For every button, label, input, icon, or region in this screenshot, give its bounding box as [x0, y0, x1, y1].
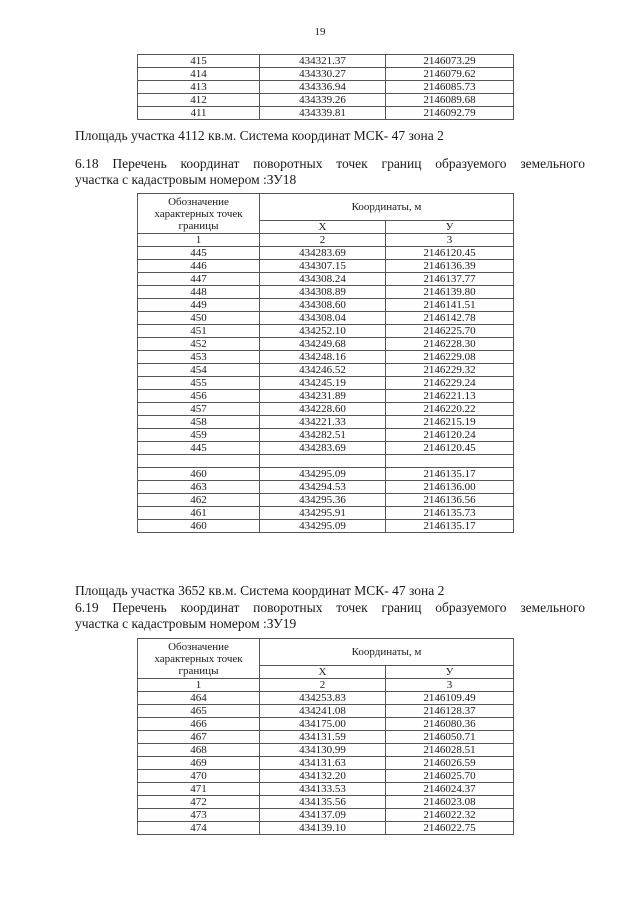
point-number-cell: 466 [138, 718, 260, 731]
y-coordinate-cell: 2146092.79 [386, 107, 514, 120]
table-row [138, 809, 514, 822]
y-coordinate-cell: 2146229.32 [386, 364, 514, 377]
table-row [138, 260, 514, 273]
point-number-cell: 463 [138, 481, 260, 494]
x-coordinate-cell: 434283.69 [260, 247, 386, 260]
x-coordinate-cell: 434175.00 [260, 718, 386, 731]
y-coordinate-cell: 2146135.17 [386, 468, 514, 481]
x-coordinate-cell: 434339.81 [260, 107, 386, 120]
point-number-cell: 461 [138, 507, 260, 520]
section-heading-18 [75, 156, 585, 188]
x-coordinate-cell: 434308.04 [260, 312, 386, 325]
section-heading-19 [75, 600, 585, 632]
x-coordinate-cell: 434241.08 [260, 705, 386, 718]
y-coordinate-cell: 2146228.30 [386, 338, 514, 351]
x-coordinate-cell: 434308.60 [260, 299, 386, 312]
x-coordinate-cell: 434249.68 [260, 338, 386, 351]
table-row [138, 692, 514, 705]
y-coordinate-cell: 2146135.73 [386, 507, 514, 520]
x-header: X [260, 221, 386, 234]
point-number-cell: 414 [138, 68, 260, 81]
point-number-cell: 469 [138, 757, 260, 770]
point-number-cell: 445 [138, 442, 260, 455]
x-coordinate-cell: 434295.91 [260, 507, 386, 520]
x-coordinate-cell: 434252.10 [260, 325, 386, 338]
y-coordinate-cell: 2146109.49 [386, 692, 514, 705]
column-number: 2 [260, 234, 386, 247]
column-number: 2 [260, 679, 386, 692]
point-number-cell: 446 [138, 260, 260, 273]
point-number-cell: 464 [138, 692, 260, 705]
x-coordinate-cell: 434130.99 [260, 744, 386, 757]
y-coordinate-cell: 2146050.71 [386, 731, 514, 744]
point-number-cell: 448 [138, 286, 260, 299]
point-number-cell: 453 [138, 351, 260, 364]
table-body [138, 55, 514, 120]
x-coordinate-cell: 434228.60 [260, 403, 386, 416]
x-coordinate-cell: 434248.16 [260, 351, 386, 364]
point-number-cell: 411 [138, 107, 260, 120]
y-coordinate-cell: 2146025.70 [386, 770, 514, 783]
y-coordinate-cell [386, 455, 514, 468]
y-coordinate-cell: 2146079.62 [386, 68, 514, 81]
table-row [138, 107, 514, 120]
point-number-cell: 471 [138, 783, 260, 796]
y-coordinate-cell: 2146142.78 [386, 312, 514, 325]
y-coordinate-cell: 2146028.51 [386, 744, 514, 757]
point-number-cell: 445 [138, 247, 260, 260]
table-row [138, 416, 514, 429]
table-row [138, 299, 514, 312]
y-coordinate-cell: 2146120.45 [386, 442, 514, 455]
coordinates-table-continued [137, 54, 514, 120]
coordinates-header: Координаты, м [260, 639, 514, 666]
point-number-cell: 451 [138, 325, 260, 338]
y-header: У [386, 221, 514, 234]
table-row [138, 822, 514, 835]
x-coordinate-cell: 434246.52 [260, 364, 386, 377]
table-row [138, 455, 514, 468]
point-number-cell: 468 [138, 744, 260, 757]
x-coordinate-cell: 434308.24 [260, 273, 386, 286]
table-row [138, 757, 514, 770]
y-coordinate-cell: 2146225.70 [386, 325, 514, 338]
coordinates-table-zu19 [137, 638, 514, 835]
point-number-cell [138, 455, 260, 468]
area-caption-top: Площадь участка 4112 кв.м. Система координат МСК- 47 зона 2 [75, 128, 444, 143]
table-row [138, 81, 514, 94]
x-coordinate-cell: 434282.51 [260, 429, 386, 442]
point-number-cell: 472 [138, 796, 260, 809]
y-coordinate-cell: 2146089.68 [386, 94, 514, 107]
column-number: 3 [386, 234, 514, 247]
x-coordinate-cell: 434221.33 [260, 416, 386, 429]
column-number: 3 [386, 679, 514, 692]
area-caption-zu18: Площадь участка 3652 кв.м. Система координат МСК- 47 зона 2 [75, 583, 445, 598]
point-number-cell: 462 [138, 494, 260, 507]
table-row [138, 364, 514, 377]
y-coordinate-cell: 2146136.39 [386, 260, 514, 273]
point-number-cell: 454 [138, 364, 260, 377]
x-coordinate-cell: 434321.37 [260, 55, 386, 68]
point-number-cell: 473 [138, 809, 260, 822]
table-row [138, 783, 514, 796]
table-row [138, 796, 514, 809]
x-coordinate-cell: 434231.89 [260, 390, 386, 403]
table-row [138, 494, 514, 507]
table-row [138, 273, 514, 286]
y-coordinate-cell: 2146024.37 [386, 783, 514, 796]
point-number-cell: 457 [138, 403, 260, 416]
table-row [138, 247, 514, 260]
table-row [138, 325, 514, 338]
table-row [138, 718, 514, 731]
x-coordinate-cell: 434137.09 [260, 809, 386, 822]
column-number: 1 [138, 679, 260, 692]
designation-header: Обозначение характерных точек границы [138, 194, 260, 234]
table-body [138, 692, 514, 835]
table-row [138, 731, 514, 744]
y-coordinate-cell: 2146128.37 [386, 705, 514, 718]
point-number-cell: 470 [138, 770, 260, 783]
y-coordinate-cell: 2146080.36 [386, 718, 514, 731]
y-coordinate-cell: 2146135.17 [386, 520, 514, 533]
table-row [138, 481, 514, 494]
x-coordinate-cell: 434253.83 [260, 692, 386, 705]
y-coordinate-cell: 2146026.59 [386, 757, 514, 770]
y-coordinate-cell: 2146120.24 [386, 429, 514, 442]
x-coordinate-cell [260, 455, 386, 468]
x-coordinate-cell: 434135.56 [260, 796, 386, 809]
table-row [138, 744, 514, 757]
point-number-cell: 450 [138, 312, 260, 325]
x-coordinate-cell: 434131.59 [260, 731, 386, 744]
x-coordinate-cell: 434283.69 [260, 442, 386, 455]
table-row [138, 68, 514, 81]
point-number-cell: 465 [138, 705, 260, 718]
x-coordinate-cell: 434308.89 [260, 286, 386, 299]
point-number-cell: 415 [138, 55, 260, 68]
x-coordinate-cell: 434307.15 [260, 260, 386, 273]
point-number-cell: 467 [138, 731, 260, 744]
y-coordinate-cell: 2146085.73 [386, 81, 514, 94]
page-number: 19 [314, 26, 326, 38]
y-coordinate-cell: 2146221.13 [386, 390, 514, 403]
table-header [138, 194, 514, 247]
heading-line: участка с кадастровым номером :ЗУ19 [75, 616, 297, 631]
table-row [138, 351, 514, 364]
table-row [138, 338, 514, 351]
point-number-cell: 474 [138, 822, 260, 835]
x-coordinate-cell: 434330.27 [260, 68, 386, 81]
x-coordinate-cell: 434295.09 [260, 468, 386, 481]
point-number-cell: 456 [138, 390, 260, 403]
table-row [138, 770, 514, 783]
x-coordinate-cell: 434131.63 [260, 757, 386, 770]
point-number-cell: 459 [138, 429, 260, 442]
coordinates-header: Координаты, м [260, 194, 514, 221]
y-coordinate-cell: 2146022.75 [386, 822, 514, 835]
table-row [138, 312, 514, 325]
coordinates-table-zu18 [137, 193, 514, 533]
table-row [138, 390, 514, 403]
table-header [138, 639, 514, 692]
point-number-cell: 449 [138, 299, 260, 312]
point-number-cell: 452 [138, 338, 260, 351]
y-coordinate-cell: 2146229.24 [386, 377, 514, 390]
table-row [138, 429, 514, 442]
x-coordinate-cell: 434339.26 [260, 94, 386, 107]
table-body [138, 247, 514, 533]
y-coordinate-cell: 2146120.45 [386, 247, 514, 260]
y-coordinate-cell: 2146022.32 [386, 809, 514, 822]
point-number-cell: 460 [138, 520, 260, 533]
y-coordinate-cell: 2146141.51 [386, 299, 514, 312]
y-coordinate-cell: 2146229.08 [386, 351, 514, 364]
x-coordinate-cell: 434336.94 [260, 81, 386, 94]
x-coordinate-cell: 434295.36 [260, 494, 386, 507]
table-row [138, 468, 514, 481]
x-coordinate-cell: 434139.10 [260, 822, 386, 835]
y-coordinate-cell: 2146023.08 [386, 796, 514, 809]
y-coordinate-cell: 2146136.56 [386, 494, 514, 507]
point-number-cell: 458 [138, 416, 260, 429]
y-coordinate-cell: 2146139.80 [386, 286, 514, 299]
x-header: X [260, 666, 386, 679]
table-row [138, 94, 514, 107]
table-row [138, 442, 514, 455]
x-coordinate-cell: 434132.20 [260, 770, 386, 783]
table-row [138, 705, 514, 718]
point-number-cell: 412 [138, 94, 260, 107]
x-coordinate-cell: 434133.53 [260, 783, 386, 796]
y-coordinate-cell: 2146220.22 [386, 403, 514, 416]
x-coordinate-cell: 434295.09 [260, 520, 386, 533]
designation-header: Обозначение характерных точек границы [138, 639, 260, 679]
table-row [138, 520, 514, 533]
point-number-cell: 413 [138, 81, 260, 94]
y-header: У [386, 666, 514, 679]
x-coordinate-cell: 434245.19 [260, 377, 386, 390]
table-row [138, 55, 514, 68]
table-row [138, 403, 514, 416]
point-number-cell: 455 [138, 377, 260, 390]
x-coordinate-cell: 434294.53 [260, 481, 386, 494]
table-row [138, 286, 514, 299]
y-coordinate-cell: 2146136.00 [386, 481, 514, 494]
heading-line: 6.19 Перечень координат поворотных точек границ образуемого земельного [75, 600, 585, 615]
y-coordinate-cell: 2146073.29 [386, 55, 514, 68]
table-row [138, 377, 514, 390]
y-coordinate-cell: 2146137.77 [386, 273, 514, 286]
point-number-cell: 460 [138, 468, 260, 481]
table-row [138, 507, 514, 520]
column-number: 1 [138, 234, 260, 247]
y-coordinate-cell: 2146215.19 [386, 416, 514, 429]
heading-line: участка с кадастровым номером :ЗУ18 [75, 172, 297, 187]
point-number-cell: 447 [138, 273, 260, 286]
heading-line: 6.18 Перечень координат поворотных точек границ образуемого земельного [75, 156, 585, 171]
